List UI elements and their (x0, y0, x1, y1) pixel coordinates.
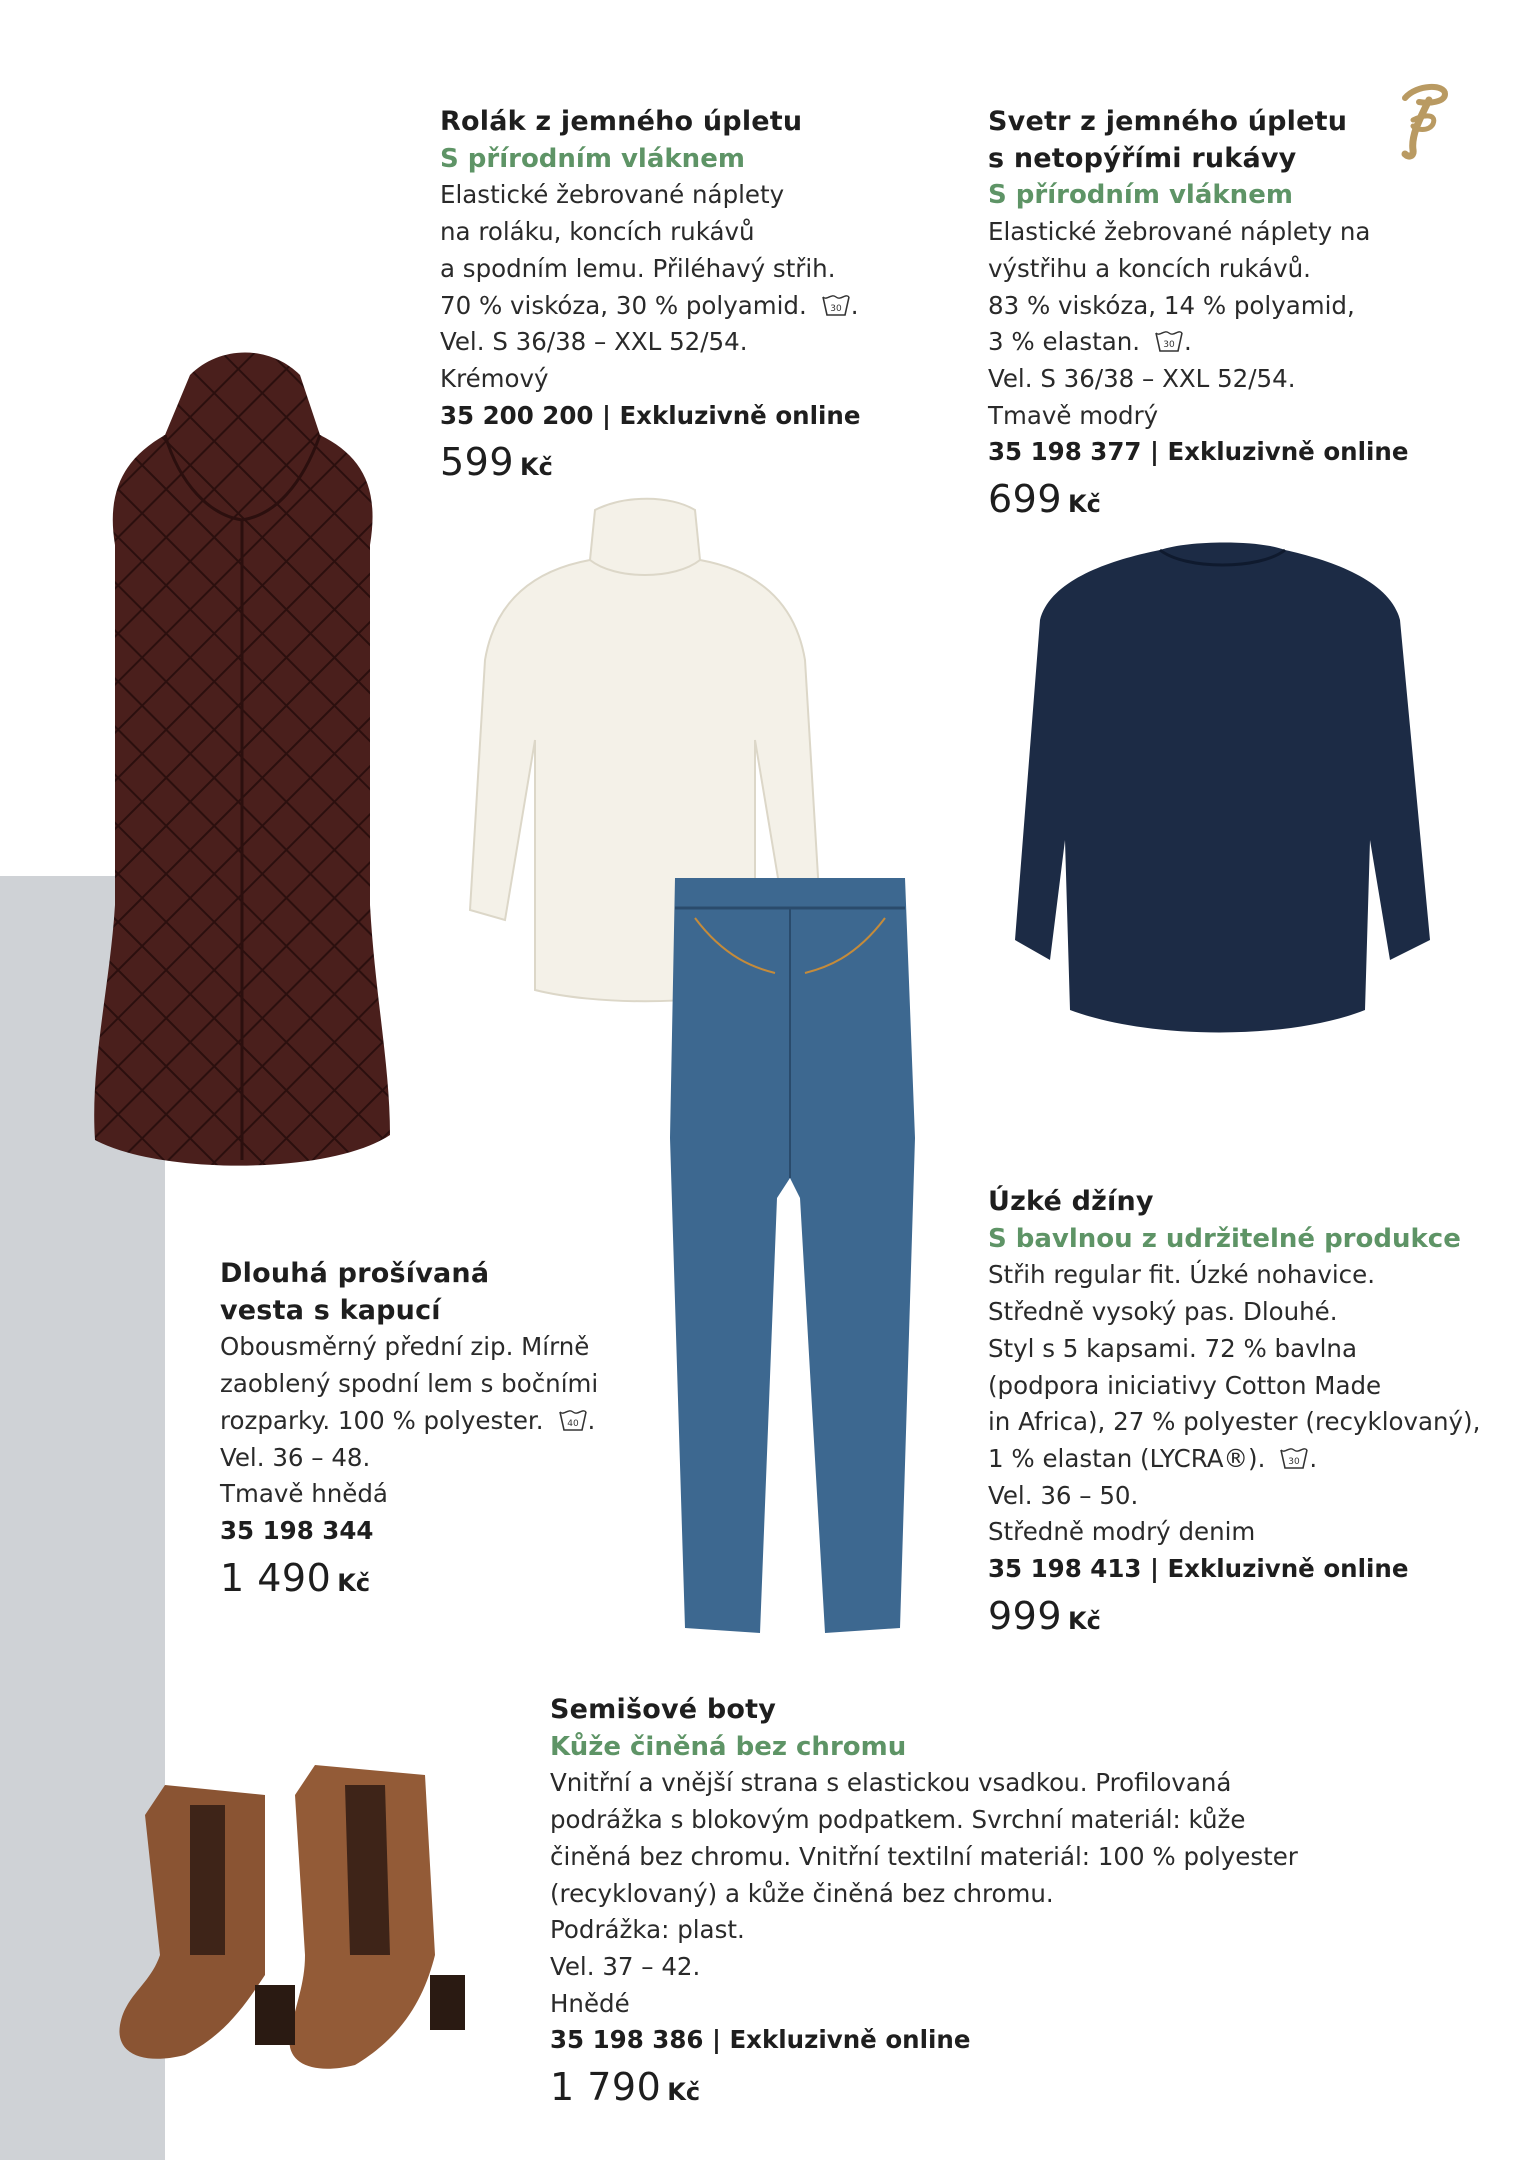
wash-temp: 40 (566, 1418, 579, 1429)
material-line: 70 % viskóza, 30 % polyamid. 30 . (440, 290, 859, 320)
vest-image (70, 345, 415, 1195)
price-currency: Kč (1068, 1606, 1101, 1635)
desc-line: 83 % viskóza, 14 % polyamid, (988, 290, 1355, 320)
desc-line: činěná bez chromu. Vnitřní textilní materiál: 100 % polyester (550, 1841, 1298, 1871)
sweater-image (1010, 540, 1435, 1060)
price-currency: Kč (1068, 490, 1101, 519)
material-text: 1 % elastan (LYCRA®). (988, 1443, 1266, 1473)
product-code: 35 200 200 | Exkluzivně online (440, 400, 861, 430)
wash-30-icon (821, 293, 851, 317)
product-subtitle: S bavlnou z udržitelné produkce (988, 1223, 1461, 1254)
price (988, 1593, 1480, 1640)
product-title-line: vesta s kapucí (220, 1294, 441, 1326)
material-line: rozparky. 100 % polyester. 40 . (220, 1405, 596, 1435)
desc-line: výstřihu a koncích rukávů. (988, 253, 1311, 283)
price (988, 477, 1408, 523)
desc-line: Obousměrný přední zip. Mírně (220, 1332, 590, 1362)
jeans-image (665, 878, 915, 1638)
desc-line: zaoblený spodní lem s bočními (220, 1369, 599, 1399)
material-text: 3 % elastan. (988, 327, 1141, 357)
wash-40-icon (558, 1408, 588, 1432)
material-line: 3 % elastan. 30 . (988, 327, 1192, 357)
product-title: Úzké džíny (988, 1186, 1154, 1217)
product-code: 35 198 386 | Exkluzivně online (550, 2025, 971, 2055)
price (550, 2065, 1298, 2111)
turtleneck-info (440, 104, 860, 486)
size-line: Vel. 37 – 42. (550, 1951, 701, 1981)
product-code: 35 198 377 | Exkluzivně online (988, 437, 1409, 467)
wash-temp: 30 (830, 303, 842, 314)
wash-temp: 30 (1163, 340, 1175, 351)
price-currency: Kč (337, 1568, 371, 1597)
wash-30-icon (1154, 329, 1184, 353)
product-title-line: Dlouhá prošívaná (220, 1258, 490, 1289)
size-line: Vel. 36 – 48. (220, 1442, 371, 1472)
product-title-line: s netopýřími rukávy (988, 142, 1297, 174)
price (440, 440, 860, 486)
price-amount: 699 (988, 477, 1063, 522)
product-subtitle: S přírodním vláknem (440, 143, 745, 174)
product-code: 35 198 344 (220, 1515, 374, 1545)
desc-line: Podrážka: plast. (550, 1915, 745, 1945)
jeans-info (988, 1184, 1480, 1639)
price (220, 1555, 598, 1602)
price-currency: Kč (520, 453, 553, 482)
boots-info (550, 1692, 1298, 2111)
color-line: Středně modrý denim (988, 1517, 1256, 1547)
product-title: Rolák z jemného úpletu (440, 106, 803, 137)
product-subtitle: S přírodním vláknem (988, 180, 1293, 211)
material-text: 70 % viskóza, 30 % polyamid. (440, 290, 807, 320)
desc-line: in Africa), 27 % polyester (recyklovaný), (988, 1407, 1481, 1437)
size-line: Vel. S 36/38 – XXL 52/54. (440, 327, 748, 357)
desc-line: (podpora iniciativy Cotton Made (988, 1370, 1382, 1400)
wash-temp: 30 (1288, 1456, 1301, 1467)
boots-image (105, 1755, 490, 2095)
desc-line: Styl s 5 kapsami. 72 % bavlna (988, 1333, 1357, 1363)
size-line: Vel. 36 – 50. (988, 1480, 1139, 1510)
price-amount: 999 (988, 1593, 1063, 1638)
vest-info (220, 1256, 598, 1601)
wash-30-icon (1279, 1446, 1309, 1470)
sweater-info (988, 104, 1408, 523)
color-line: Tmavě hnědá (220, 1479, 388, 1509)
color-line: Tmavě modrý (988, 400, 1159, 430)
color-line: Hnědé (550, 1988, 630, 2018)
material-line: 1 % elastan (LYCRA®). 30 . (988, 1443, 1318, 1473)
desc-line: podrážka s blokovým podpatkem. Svrchní materiál: kůže (550, 1805, 1246, 1835)
price-amount: 1 790 (550, 2065, 662, 2110)
desc-line: Střih regular fit. Úzké nohavice. (988, 1260, 1375, 1290)
price-amount: 1 490 (220, 1555, 332, 1600)
price-amount: 599 (440, 440, 515, 485)
desc-line: (recyklovaný) a kůže činěná bez chromu. (550, 1878, 1054, 1908)
price-currency: Kč (667, 2078, 701, 2107)
desc-line: Elastické žebrované náplety na (988, 217, 1371, 247)
desc-line: na roláku, koncích rukávů (440, 217, 755, 247)
desc-line: Elastické žebrované náplety (440, 180, 785, 210)
desc-line: Středně vysoký pas. Dlouhé. (988, 1297, 1338, 1327)
product-subtitle: Kůže činěná bez chromu (550, 1731, 907, 1762)
desc-line: Vnitřní a vnější strana s elastickou vsadkou. Profilovaná (550, 1768, 1232, 1798)
product-title-line: Svetr z jemného úpletu (988, 106, 1348, 137)
product-code: 35 198 413 | Exkluzivně online (988, 1554, 1409, 1584)
size-line: Vel. S 36/38 – XXL 52/54. (988, 363, 1296, 393)
product-title: Semišové boty (550, 1694, 777, 1725)
material-text: rozparky. 100 % polyester. (220, 1405, 544, 1435)
desc-line: a spodním lemu. Přiléhavý střih. (440, 253, 836, 283)
color-line: Krémový (440, 363, 549, 393)
